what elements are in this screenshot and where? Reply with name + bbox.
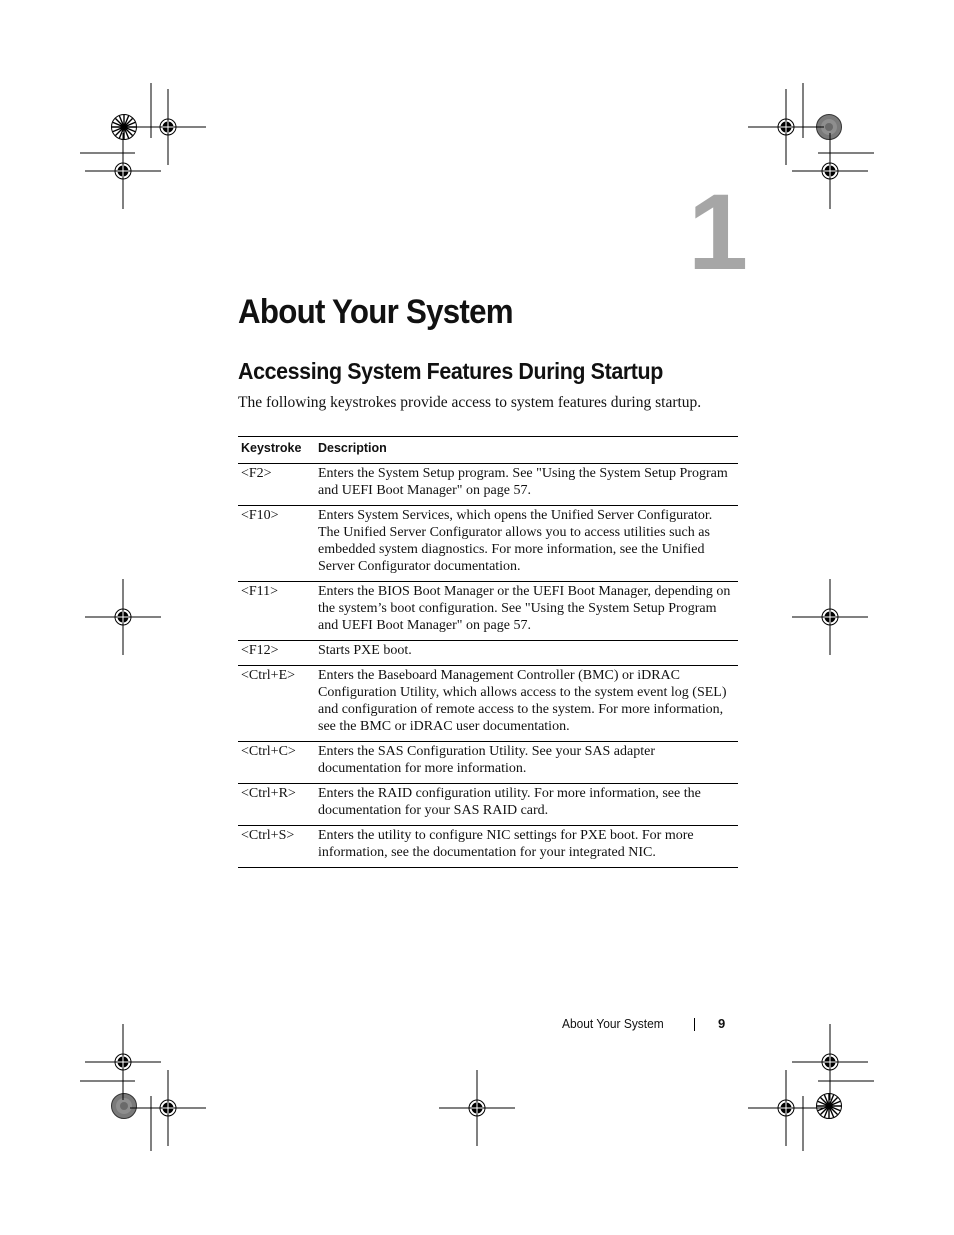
- registration-mark-icon: [748, 1070, 824, 1146]
- row-description: Enters the RAID configuration utility. For more information, see the documentation for your SAS RAID card.: [315, 784, 738, 826]
- row-keystroke: <F10>: [238, 506, 315, 582]
- color-wheel-icon: [817, 1094, 842, 1119]
- row-description: Enters the utility to configure NIC settings for PXE boot. For more information, see the documentation for your integrated NIC.: [315, 826, 738, 868]
- header-keystroke: Keystroke: [238, 437, 315, 464]
- registration-mark-icon: [792, 579, 868, 655]
- keystroke-table: [238, 436, 738, 868]
- registration-mark-icon: [85, 133, 161, 209]
- footer-separator: [694, 1018, 695, 1031]
- registration-mark-icon: [792, 133, 868, 209]
- page-number: 9: [718, 1016, 726, 1031]
- registration-mark-icon: [85, 1024, 161, 1100]
- color-wheel-icon: [112, 115, 137, 140]
- row-keystroke: <Ctrl+S>: [238, 826, 315, 868]
- table-row: [238, 582, 738, 641]
- row-keystroke: <Ctrl+E>: [238, 666, 315, 742]
- row-keystroke: <F12>: [238, 641, 315, 666]
- registration-mark-icon: [748, 89, 824, 165]
- table-row: [238, 666, 738, 742]
- header-description: Description: [315, 437, 738, 464]
- intro-paragraph: The following keystrokes provide access to system features during startup.: [238, 394, 702, 411]
- row-description: Enters System Services, which opens the Unified Server Configurator. The Unified Server Configurator allows you to access utilities such as embedded system diagnostics. For more information, see the Unified Server Configurator documentation.: [315, 506, 738, 582]
- footer-chapter-label: About Your System: [562, 1016, 664, 1031]
- row-description: Enters the Baseboard Management Controller (BMC) or iDRAC Configuration Utility, which allows access to the system event log (SEL) and configuration of remote access to the system. For more information, see the BMC or iDRAC user documentation.: [315, 666, 738, 742]
- row-keystroke: <Ctrl+C>: [238, 742, 315, 784]
- row-description: Enters the BIOS Boot Manager or the UEFI Boot Manager, depending on the system’s boot configuration. See "Using the System Setup Program and UEFI Boot Manager" on page 57.: [315, 582, 738, 641]
- registration-mark-icon: [439, 1070, 515, 1146]
- table-row: [238, 641, 738, 666]
- row-description: Enters the SAS Configuration Utility. See your SAS adapter documentation for more information.: [315, 742, 738, 784]
- row-description: Enters the System Setup program. See "Using the System Setup Program and UEFI Boot Manager" on page 57.: [315, 464, 738, 506]
- table-header-row: [238, 437, 738, 464]
- gray-disc-icon: [112, 1094, 137, 1119]
- row-keystroke: <F11>: [238, 582, 315, 641]
- table-row: [238, 506, 738, 582]
- row-description: Starts PXE boot.: [315, 641, 738, 666]
- table-row: [238, 464, 738, 506]
- chapter-title: About Your System: [238, 293, 513, 331]
- table-row: [238, 826, 738, 868]
- row-keystroke: <Ctrl+R>: [238, 784, 315, 826]
- gray-disc-icon: [817, 115, 842, 140]
- chapter-number: 1: [688, 171, 745, 292]
- table-row: [238, 742, 738, 784]
- row-keystroke: <F2>: [238, 464, 315, 506]
- section-title: Accessing System Features During Startup: [238, 358, 663, 384]
- registration-mark-icon: [130, 89, 206, 165]
- table-row: [238, 784, 738, 826]
- registration-mark-icon: [792, 1024, 868, 1100]
- registration-mark-icon: [130, 1070, 206, 1146]
- registration-mark-icon: [85, 579, 161, 655]
